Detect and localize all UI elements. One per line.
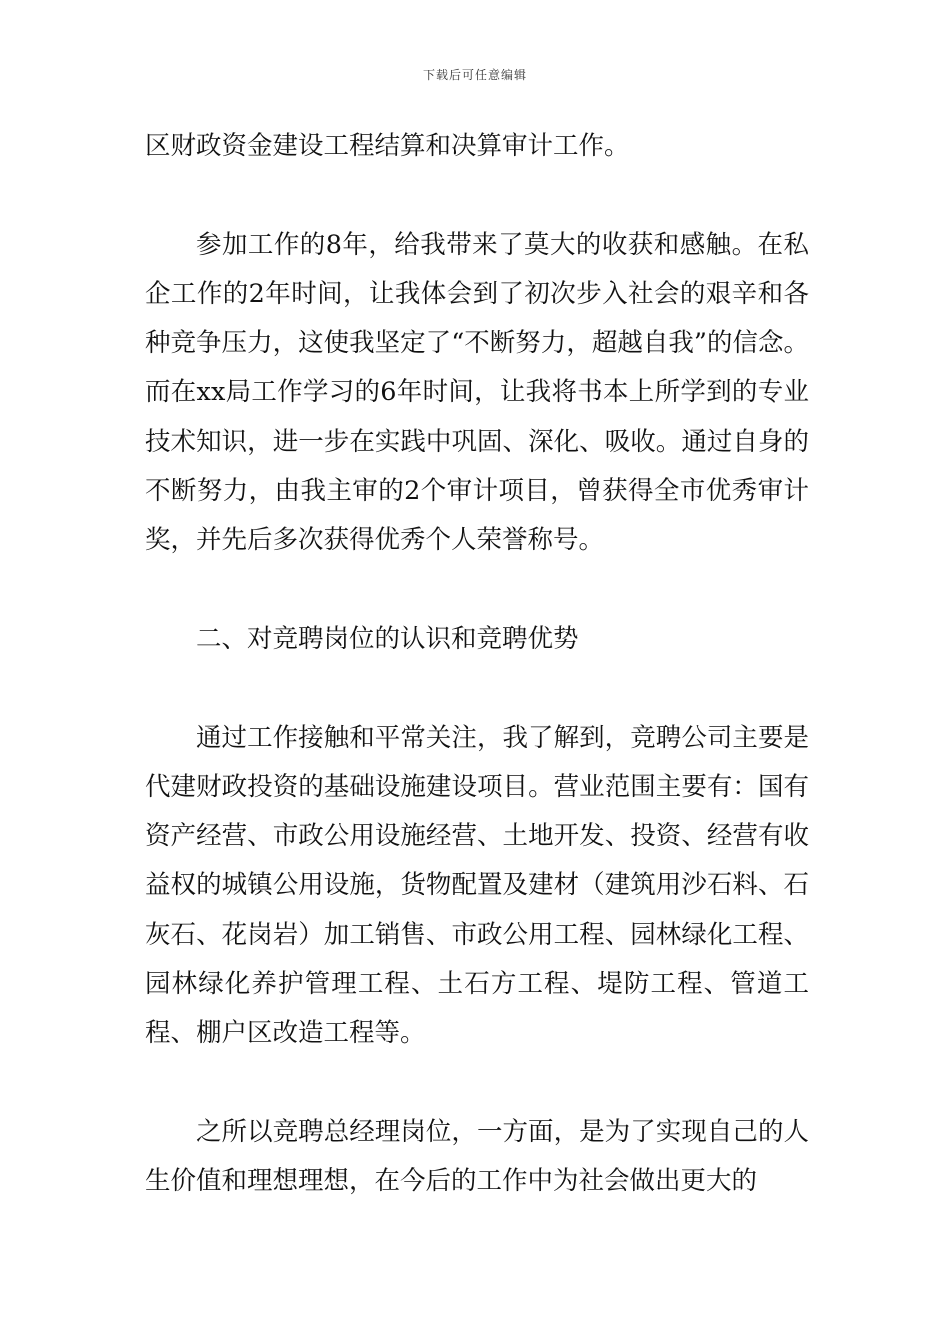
- section-heading: 二、对竞聘岗位的认识和竞聘优势: [196, 623, 579, 654]
- paragraph-gap: [145, 664, 809, 713]
- paragraph-audit-work: 区财政资金建设工程结算和决算审计工作。: [145, 131, 630, 161]
- paragraph-work-experience: 参加工作的8年，给我带来了莫大的收获和感触。在私企工作的2年时间，让我体会到了初次步入社会的艰辛和各种竞争压力，这使我坚定了“不断努力，超越自我”的信念。而在xx局工作学习的6年时间，让我将书本上所学到的专业技术知识，进一步在实践中巩固、深化、吸收。通过自身的不断努力，由我主审的2个审计项目，曾获得全市优秀审计奖，并先后多次获得优秀个人荣誉称号。: [145, 229, 809, 556]
- document-body: [145, 122, 809, 1207]
- paragraph-company-scope: 通过工作接触和平常关注，我了解到，竞聘公司主要是代建财政投资的基础设施建设项目。营业范围主要有：国有资产经营、市政公用设施经营、土地开发、投资、经营有收益权的城镇公用设施，货物配置及建材（建筑用沙石料、石灰石、花岗岩）加工销售、市政公用工程、园林绿化工程、园林绿化养护管理工程、土石方工程、堤防工程、管道工程、棚户区改造工程等。: [145, 722, 809, 1049]
- header-note: 下载后可任意编辑: [422, 68, 527, 82]
- paragraph-gap: [145, 1059, 809, 1108]
- paragraph-gap: [145, 171, 809, 220]
- paragraph-gap: [145, 566, 809, 615]
- paragraph-motivation: 之所以竞聘总经理岗位，一方面，是为了实现自己的人生价值和理想理想，在今后的工作中为社会做出更大的: [145, 1116, 809, 1197]
